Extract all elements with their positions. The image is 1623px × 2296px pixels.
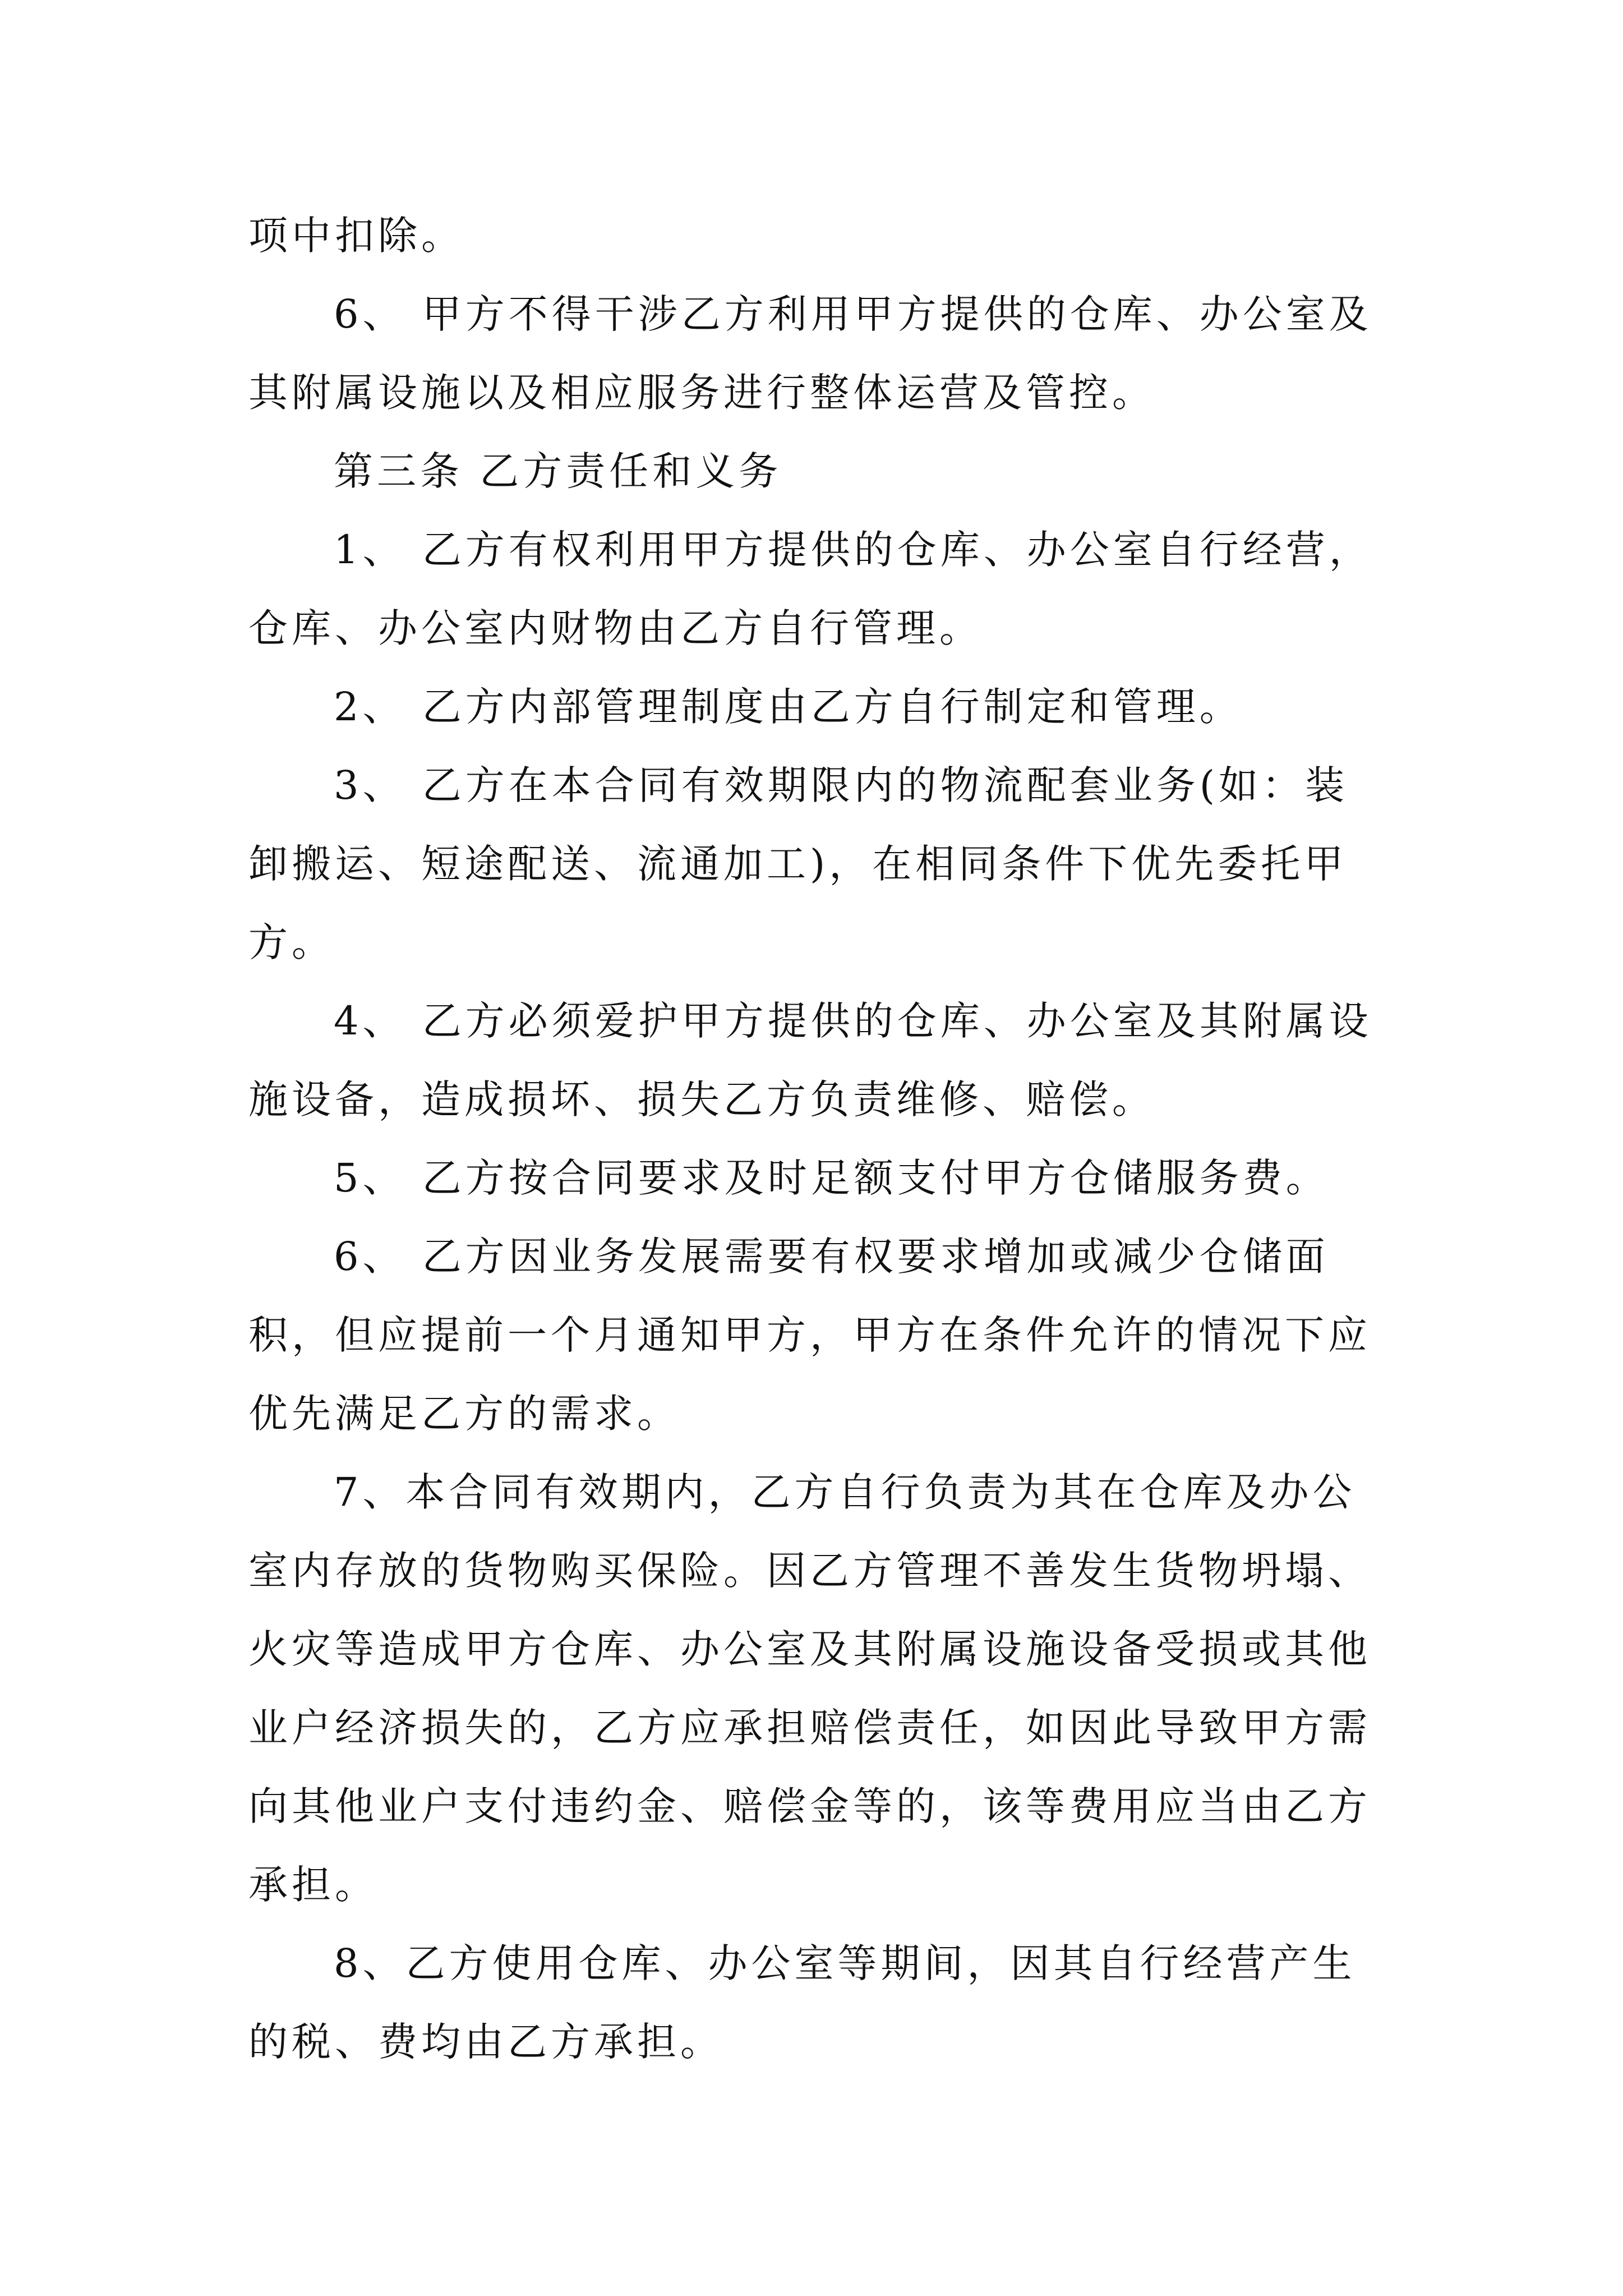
text-line: 8、乙方使用仓库、办公室等期间，因其自行经营产生 (334, 1940, 1356, 1986)
text-line: 优先满足乙方的需求。 (248, 1391, 680, 1437)
text-line: 业户经济损失的，乙方应承担赔偿责任，如因此导致甲方需 (248, 1705, 1371, 1751)
text-line: 2、 乙方内部管理制度由乙方自行制定和管理。 (334, 684, 1243, 730)
text-line: 6、 乙方因业务发展需要有权要求增加或减少仓储面 (334, 1234, 1329, 1280)
text-line: 的税、费均由乙方承担。 (248, 2019, 723, 2065)
text-line: 6、 甲方不得干涉乙方利用甲方提供的仓库、办公室及 (334, 291, 1372, 337)
section-heading: 第三条 乙方责任和义务 (334, 448, 782, 494)
text-line: 7、本合同有效期内，乙方自行负责为其在仓库及办公 (334, 1469, 1356, 1515)
text-line: 方。 (248, 919, 335, 965)
text-line: 室内存放的货物购买保险。因乙方管理不善发生货物坍塌、 (248, 1548, 1371, 1594)
text-line: 积，但应提前一个月通知甲方，甲方在条件允许的情况下应 (248, 1312, 1371, 1358)
text-line: 5、 乙方按合同要求及时足额支付甲方仓储服务费。 (334, 1155, 1329, 1201)
text-line: 仓库、办公室内财物由乙方自行管理。 (248, 605, 983, 651)
text-line: 卸搬运、短途配送、流通加工)，在相同条件下优先委托甲 (248, 841, 1348, 887)
text-line: 3、 乙方在本合同有效期限内的物流配套业务(如：装 (334, 762, 1349, 808)
text-line: 其附属设施以及相应服务进行整体运营及管控。 (248, 370, 1155, 416)
text-line: 火灾等造成甲方仓库、办公室及其附属设施设备受损或其他 (248, 1626, 1371, 1672)
text-line: 向其他业户支付违约金、赔偿金等的，该等费用应当由乙方 (248, 1783, 1371, 1829)
text-line: 施设备，造成损坏、损失乙方负责维修、赔偿。 (248, 1076, 1155, 1122)
text-line: 承担。 (248, 1862, 378, 1908)
text-line: 4、 乙方必须爱护甲方提供的仓库、办公室及其附属设 (334, 998, 1372, 1044)
text-line: 1、 乙方有权利用甲方提供的仓库、办公室自行经营， (334, 527, 1372, 573)
text-line: 项中扣除。 (248, 213, 464, 259)
